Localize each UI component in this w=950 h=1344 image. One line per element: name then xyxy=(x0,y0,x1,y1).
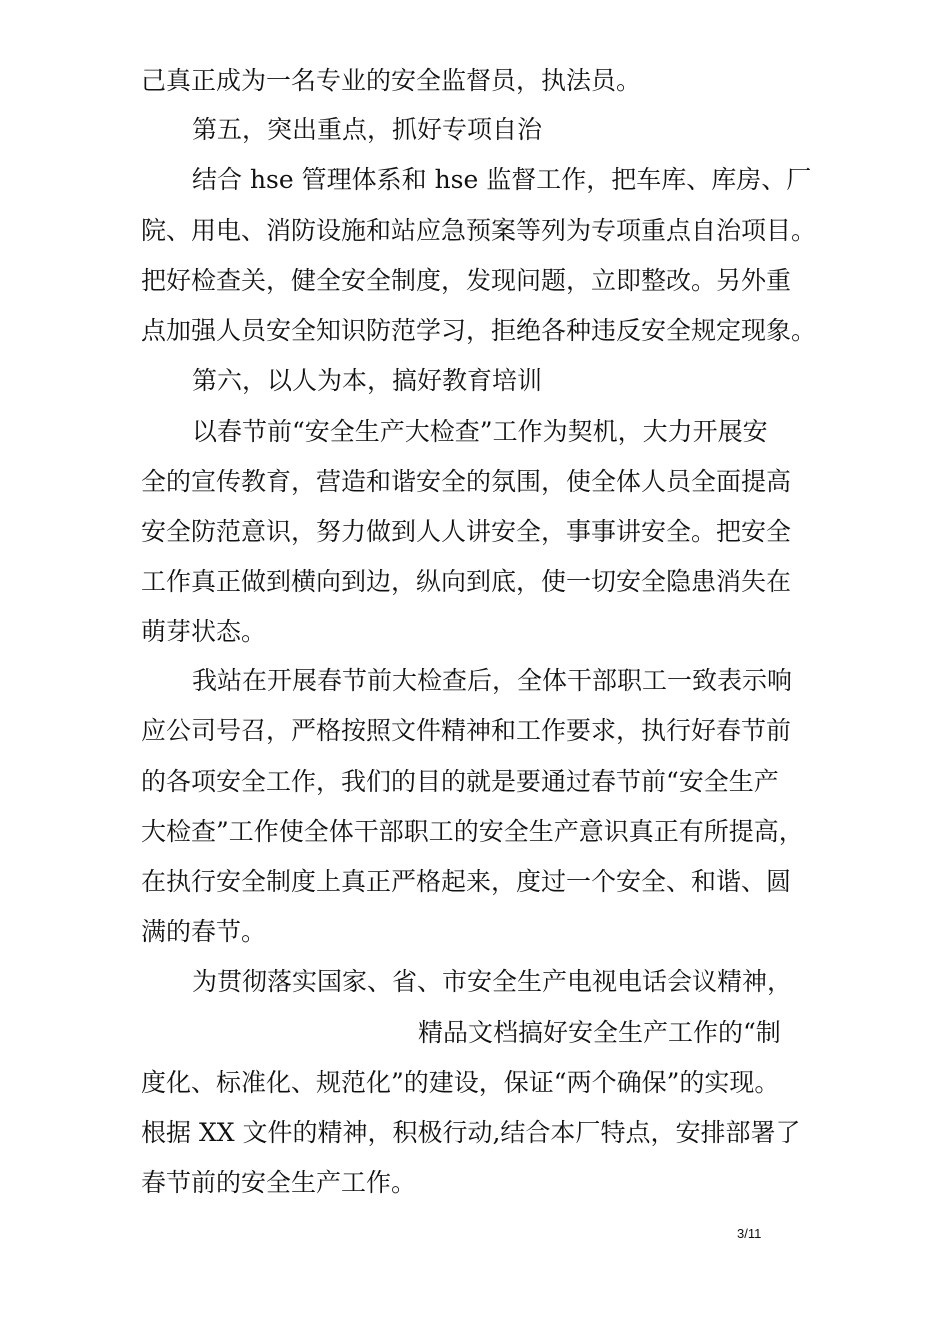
text-line-with-watermark: 精品文档搞好安全生产工作的“制 xyxy=(418,1018,781,1047)
text-line: 大检查”工作使全体干部职工的安全生产意识真正有所提高， xyxy=(141,817,804,846)
text-line: 应公司号召，严格按照文件精神和工作要求，执行好春节前 xyxy=(141,716,792,745)
text-line: 度化、标准化、规范化”的建设，保证“两个确保”的实现。 xyxy=(141,1068,780,1097)
text-line: 满的春节。 xyxy=(141,917,267,946)
page-number: 3/11 xyxy=(737,1226,762,1241)
text-line: 萌芽状态。 xyxy=(141,617,267,646)
text-line: 把好检查关，健全安全制度，发现问题，立即整改。另外重 xyxy=(141,266,792,295)
text-line: 根据 XX 文件的精神，积极行动,结合本厂特点，安排部署了 xyxy=(141,1118,801,1147)
text-line: 点加强人员安全知识防范学习，拒绝各种违反安全规定现象。 xyxy=(141,316,817,345)
text-line: 在执行安全制度上真正严格起来，度过一个安全、和谐、圆 xyxy=(141,867,792,896)
text-line: 院、用电、消防设施和站应急预案等列为专项重点自治项目。 xyxy=(141,216,817,245)
section-heading-6: 第六，以人为本，搞好教育培训 xyxy=(192,366,543,395)
text-line: 安全防范意识，努力做到人人讲安全，事事讲安全。把安全 xyxy=(141,517,792,546)
text-line: 春节前的安全生产工作。 xyxy=(141,1168,417,1197)
section-heading-5: 第五，突出重点，抓好专项自治 xyxy=(192,115,543,144)
text-line: 全的宣传教育，营造和谐安全的氛围，使全体人员全面提高 xyxy=(141,467,792,496)
text-line: 工作真正做到横向到边，纵向到底，使一切安全隐患消失在 xyxy=(141,567,792,596)
text-line: 我站在开展春节前大检查后，全体干部职工一致表示响 xyxy=(192,666,793,695)
text-line: 结合 hse 管理体系和 hse 监督工作，把车库、库房、厂 xyxy=(192,165,812,194)
text-line: 为贯彻落实国家、省、市安全生产电视电话会议精神， xyxy=(192,967,793,996)
text-line: 以春节前“安全生产大检查”工作为契机，大力开展安 xyxy=(192,417,768,446)
text-line: 的各项安全工作，我们的目的就是要通过春节前“安全生产 xyxy=(141,767,779,796)
text-line: 己真正成为一名专业的安全监督员，执法员。 xyxy=(141,66,642,95)
